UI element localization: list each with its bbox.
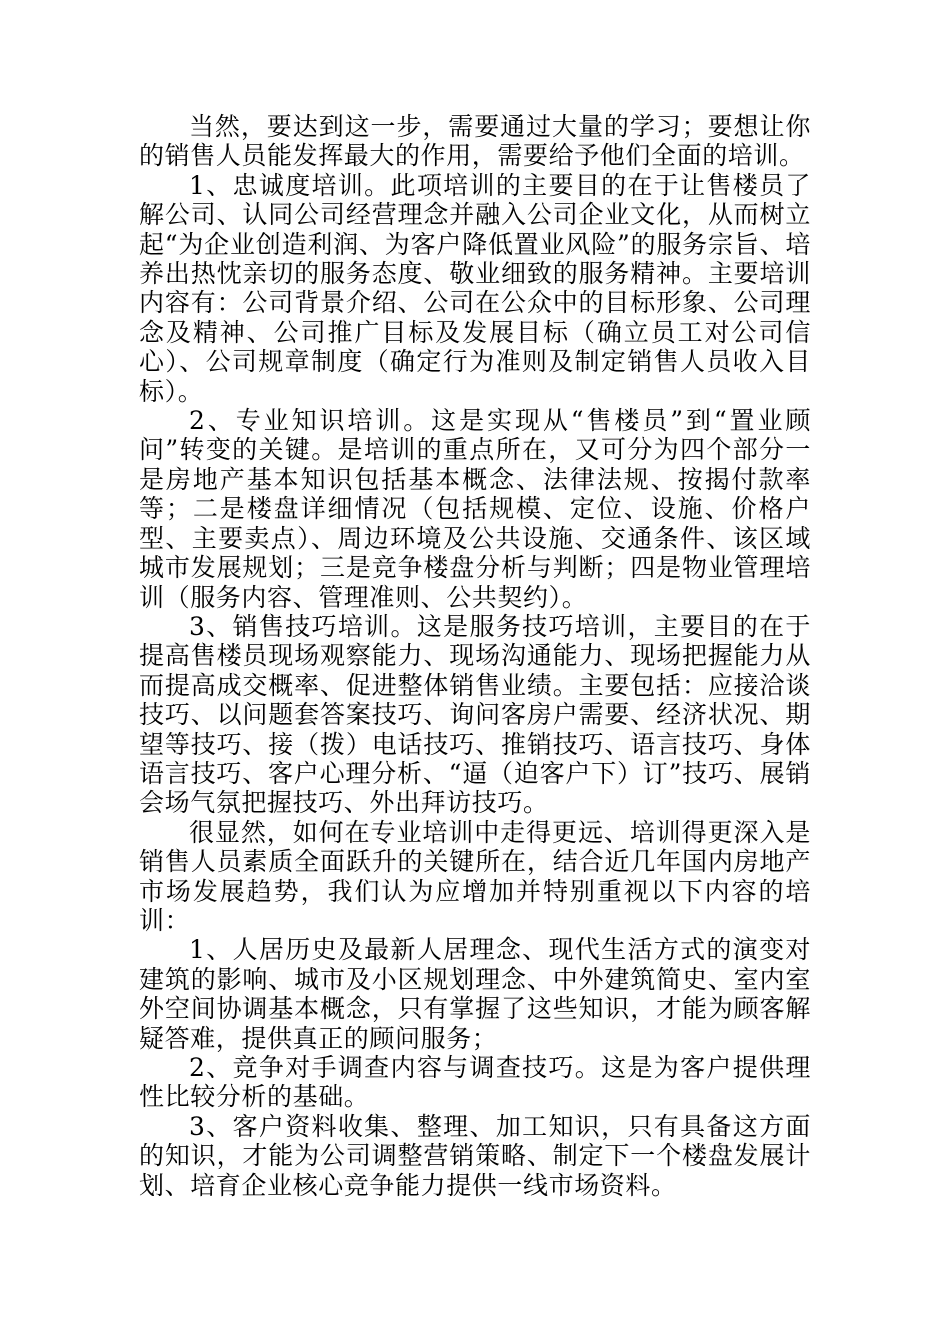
paragraph-intro: 当然，要达到这一步，需要通过大量的学习；要想让你的销售人员能发挥最大的作用，需要给予他们全面的培训。 xyxy=(139,112,811,171)
paragraph-living-concepts: 1、人居历史及最新人居理念、现代生活方式的演变对建筑的影响、城市及小区规划理念、中外建筑简史、室内室外空间协调基本概念，只有掌握了这些知识，才能为顾客解疑答难，提供真正的顾问服务； xyxy=(139,935,811,1053)
paragraph-competitor-research: 2、竞争对手调查内容与调查技巧。这是为客户提供理性比较分析的基础。 xyxy=(139,1053,811,1112)
document-body xyxy=(139,112,811,1200)
paragraph-customer-data: 3、客户资料收集、整理、加工知识，只有具备这方面的知识，才能为公司调整营销策略、制定下一个楼盘发展计划、培育企业核心竞争能力提供一线市场资料。 xyxy=(139,1111,811,1200)
paragraph-professional-knowledge-training: 2、专业知识培训。这是实现从“售楼员”到“置业顾问”转变的关键。是培训的重点所在，又可分为四个部分一是房地产基本知识包括基本概念、法律法规、按揭付款率等；二是楼盘详细情况（包括规模、定位、设施、价格户型、主要卖点）、周边环境及公共设施、交通条件、该区域城市发展规划；三是竞争楼盘分析与判断；四是物业管理培训（服务内容、管理准则、公共契约）。 xyxy=(139,406,811,612)
paragraph-deeper-training: 很显然，如何在专业培训中走得更远、培训得更深入是销售人员素质全面跃升的关键所在，结合近几年国内房地产市场发展趋势，我们认为应增加并特别重视以下内容的培训： xyxy=(139,817,811,935)
paragraph-loyalty-training: 1、忠诚度培训。此项培训的主要目的在于让售楼员了解公司、认同公司经营理念并融入公司企业文化，从而树立起“为企业创造利润、为客户降低置业风险”的服务宗旨、培养出热忱亲切的服务态度、敬业细致的服务精神。主要培训内容有：公司背景介绍、公司在公众中的目标形象、公司理念及精神、公司推广目标及发展目标（确立员工对公司信心）、公司规章制度（确定行为准则及制定销售人员收入目标）。 xyxy=(139,170,811,406)
paragraph-sales-skills-training: 3、销售技巧培训。这是服务技巧培训，主要目的在于提高售楼员现场观察能力、现场沟通能力、现场把握能力从而提高成交概率、促进整体销售业绩。主要包括：应接洽谈技巧、以问题套答案技巧、询问客房户需要、经济状况、期望等技巧、接（拨）电话技巧、推销技巧、语言技巧、身体语言技巧、客户心理分析、“逼（迫客户下）订”技巧、展销会场气氛把握技巧、外出拜访技巧。 xyxy=(139,611,811,818)
